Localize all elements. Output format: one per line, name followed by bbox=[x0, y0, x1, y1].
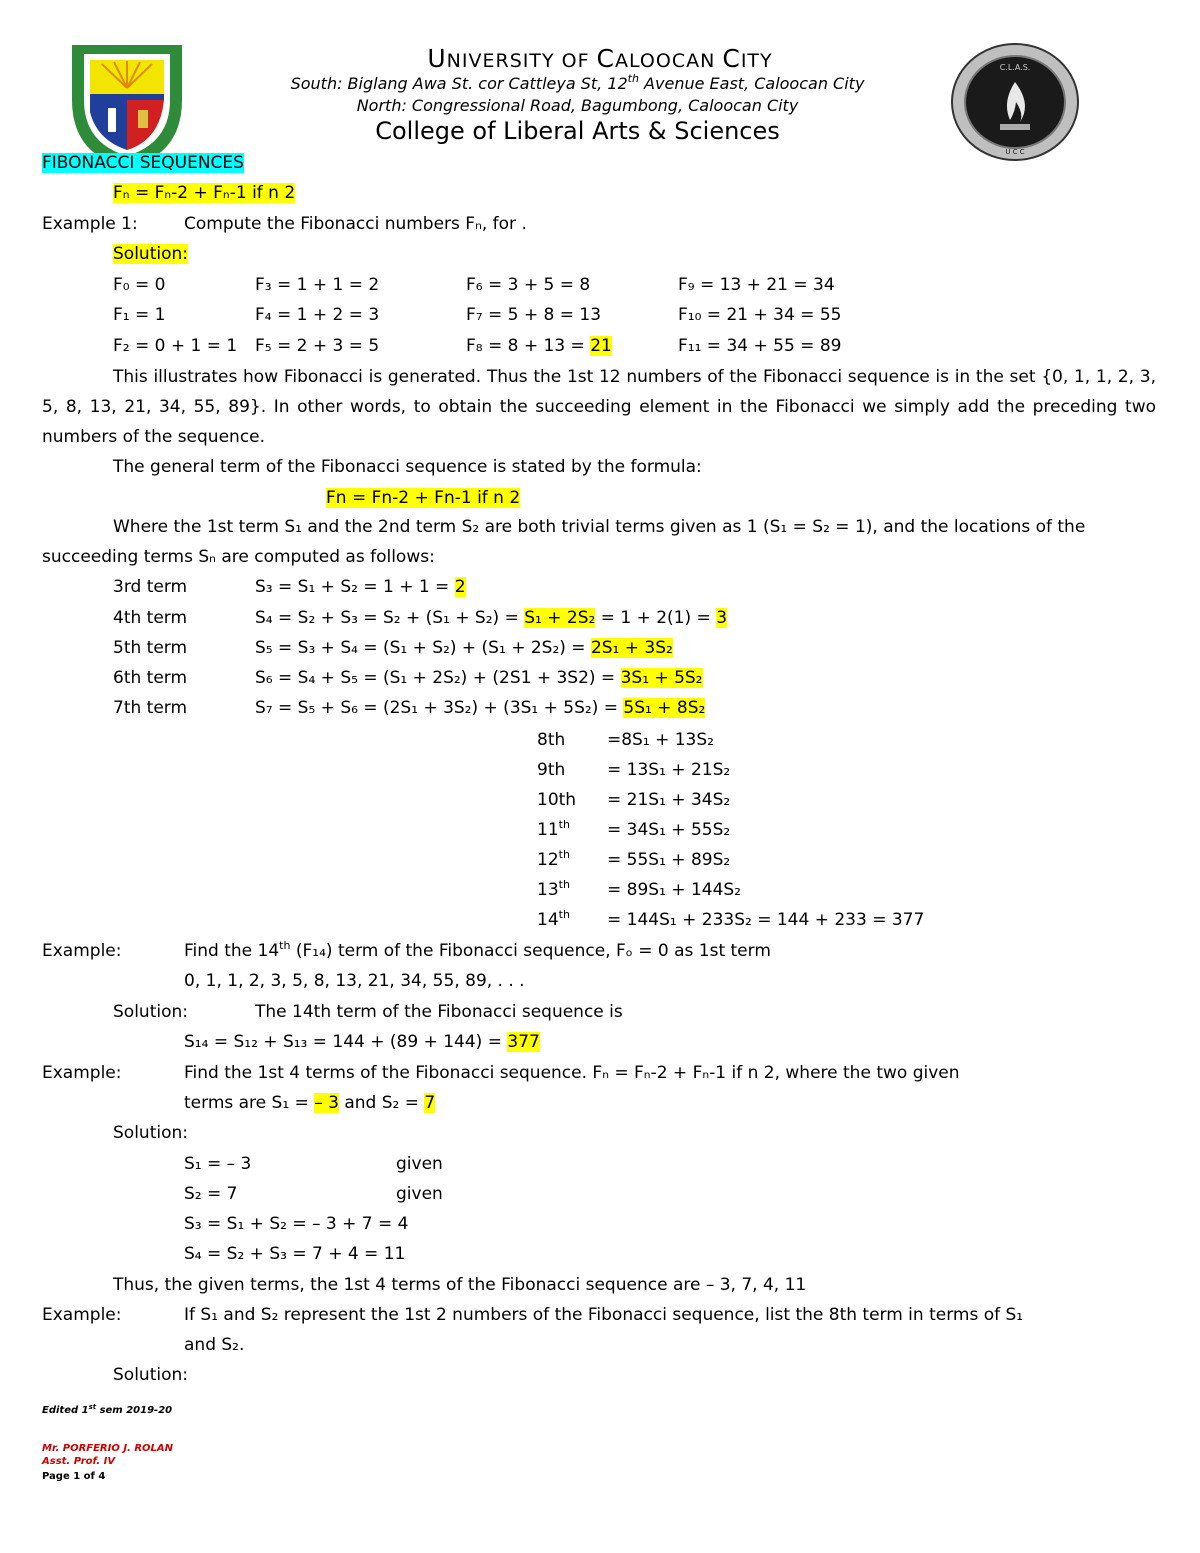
example3-note: given bbox=[396, 1184, 443, 1204]
example3-solution: Solution: bbox=[113, 1123, 188, 1143]
term-label: 7th term bbox=[113, 698, 188, 718]
term-label: 6th term bbox=[113, 668, 188, 688]
address-south: South: Biglang Awa St. cor Cattleya St, 12th Avenue East, Caloocan City bbox=[290, 72, 865, 93]
example3-label: Example: bbox=[42, 1063, 122, 1083]
later-term-val: =8S₁ + 13S₂ bbox=[607, 730, 714, 750]
section-title: FIBONACCI SEQUENCES bbox=[42, 153, 244, 173]
later-term-n: 8th bbox=[537, 730, 566, 750]
college-seal-bottom-text: U C C bbox=[1005, 148, 1025, 156]
term-expr: S₇ = S₅ + S₆ = (2S₁ + 3S₂) + (3S₁ + 5S₂) = 5S₁ + 8S₂ bbox=[255, 698, 706, 718]
university-name: UNIVERSITY OF CALOOCAN CITY bbox=[427, 44, 773, 73]
example2-text: Find the 14th (F₁₄) term of the Fibonacci sequence, Fₒ = 0 as 1st term bbox=[184, 939, 771, 961]
later-term-n: 14th bbox=[537, 908, 570, 930]
example4-label: Example: bbox=[42, 1305, 122, 1325]
formula-mid: Fn = Fn-2 + Fn-1 if n 2 bbox=[326, 488, 521, 508]
grid-cell: F₆ = 3 + 5 = 8 bbox=[466, 275, 591, 295]
footer-author: Mr. PORFERIO J. ROLAN bbox=[42, 1443, 174, 1454]
term-expr: S₄ = S₂ + S₃ = S₂ + (S₁ + S₂) = S₁ + 2S₂ = 1 + 2(1) = 3 bbox=[255, 608, 728, 628]
later-term-n: 12th bbox=[537, 848, 570, 870]
grid-cell: F₂ = 0 + 1 = 1 bbox=[113, 336, 238, 356]
example4-text: If S₁ and S₂ represent the 1st 2 numbers of the Fibonacci sequence, list the 8th term in terms of S₁ bbox=[184, 1305, 1024, 1325]
grid-cell: F₄ = 1 + 2 = 3 bbox=[255, 305, 380, 325]
paragraph-general-term: The general term of the Fibonacci sequence is stated by the formula: bbox=[113, 457, 702, 477]
example1-text: Compute the Fibonacci numbers Fₙ, for . bbox=[184, 214, 527, 234]
term-expr: S₅ = S₃ + S₄ = (S₁ + S₂) + (S₁ + 2S₂) = 2S₁ + 3S₂ bbox=[255, 638, 673, 658]
example3-line: S₄ = S₂ + S₃ = 7 + 4 = 11 bbox=[184, 1244, 406, 1264]
formula-top: Fₙ = Fₙ-2 + Fₙ-1 if n 2 bbox=[113, 183, 296, 203]
example2-solution-text: The 14th term of the Fibonacci sequence is bbox=[255, 1002, 623, 1022]
example3-conclusion: Thus, the given terms, the 1st 4 terms of the Fibonacci sequence are – 3, 7, 4, 11 bbox=[113, 1275, 807, 1295]
grid-cell: F₃ = 1 + 1 = 2 bbox=[255, 275, 380, 295]
example3-text2: terms are S₁ = – 3 and S₂ = 7 bbox=[184, 1093, 436, 1113]
footer-position: Asst. Prof. IV bbox=[42, 1456, 116, 1467]
example1-solution: Solution: bbox=[113, 244, 188, 264]
college-name: College of Liberal Arts & Sciences bbox=[375, 117, 780, 145]
later-term-n: 13th bbox=[537, 878, 570, 900]
term-label: 4th term bbox=[113, 608, 188, 628]
grid-cell-f8: F₈ = 8 + 13 = 21 bbox=[466, 336, 612, 356]
grid-cell: F₁₁ = 34 + 55 = 89 bbox=[678, 336, 842, 356]
term-expr: S₆ = S₄ + S₅ = (S₁ + 2S₂) + (2S1 + 3S2) = 3S₁ + 5S₂ bbox=[255, 668, 703, 688]
grid-cell: F₁ = 1 bbox=[113, 305, 166, 325]
example3-note: given bbox=[396, 1154, 443, 1174]
paragraph-where: Where the 1st term S₁ and the 2nd term S₂ are both trivial terms given as 1 (S₁ = S₂ = 1), and the locations of the succeeding terms Sₙ are computed as follows: bbox=[42, 517, 1086, 567]
later-term-val: = 144S₁ + 233S₂ = 144 + 233 = 377 bbox=[607, 910, 925, 930]
example1-label: Example 1: bbox=[42, 214, 138, 234]
term-label: 3rd term bbox=[113, 577, 188, 597]
later-term-n: 9th bbox=[537, 760, 566, 780]
later-term-val: = 13S₁ + 21S₂ bbox=[607, 760, 731, 780]
college-seal-top-text: C.L.A.S. bbox=[999, 63, 1031, 72]
example2-sequence: 0, 1, 1, 2, 3, 5, 8, 13, 21, 34, 55, 89, . . . bbox=[184, 971, 525, 991]
example4-solution: Solution: bbox=[113, 1365, 188, 1385]
example2-calc: S₁₄ = S₁₂ + S₁₃ = 144 + (89 + 144) = 377 bbox=[184, 1032, 540, 1052]
example2-label: Example: bbox=[42, 941, 122, 961]
later-term-n: 11th bbox=[537, 818, 570, 840]
grid-cell: F₅ = 2 + 3 = 5 bbox=[255, 336, 380, 356]
grid-cell: F₇ = 5 + 8 = 13 bbox=[466, 305, 602, 325]
grid-cell: F₀ = 0 bbox=[113, 275, 166, 295]
example4-text2: and S₂. bbox=[184, 1335, 245, 1355]
later-term-val: = 34S₁ + 55S₂ bbox=[607, 820, 731, 840]
grid-cell: F₉ = 13 + 21 = 34 bbox=[678, 275, 835, 295]
example3-text: Find the 1st 4 terms of the Fibonacci sequence. Fₙ = Fₙ-2 + Fₙ-1 if n 2, where the two given bbox=[184, 1063, 960, 1083]
example3-line: S₃ = S₁ + S₂ = – 3 + 7 = 4 bbox=[184, 1214, 409, 1234]
example3-line: S₁ = – 3 bbox=[184, 1154, 252, 1174]
term-expr: S₃ = S₁ + S₂ = 1 + 1 = 2 bbox=[255, 577, 466, 597]
paragraph-explanation: This illustrates how Fibonacci is generated. Thus the 1st 12 numbers of the Fibonacci sequence is in the set {0, 1, 1, 2, 3, 5, 8, 13, 21, 34, 55, 89}. In other words, to obtain the succeeding element in the Fibonacci we simply add the preceding two numbers of the sequence. bbox=[42, 367, 1156, 447]
later-term-val: = 21S₁ + 34S₂ bbox=[607, 790, 731, 810]
later-term-val: = 89S₁ + 144S₂ bbox=[607, 880, 741, 900]
grid-cell: F₁₀ = 21 + 34 = 55 bbox=[678, 305, 842, 325]
example3-line: S₂ = 7 bbox=[184, 1184, 238, 1204]
later-term-val: = 55S₁ + 89S₂ bbox=[607, 850, 731, 870]
address-north: North: Congressional Road, Bagumbong, Caloocan City bbox=[356, 96, 799, 115]
footer-page: Page 1 of 4 bbox=[42, 1471, 106, 1482]
footer-edited: Edited 1st sem 2019-20 bbox=[42, 1403, 173, 1416]
later-term-n: 10th bbox=[537, 790, 577, 810]
example2-solution: Solution: bbox=[113, 1002, 188, 1022]
term-label: 5th term bbox=[113, 638, 188, 658]
